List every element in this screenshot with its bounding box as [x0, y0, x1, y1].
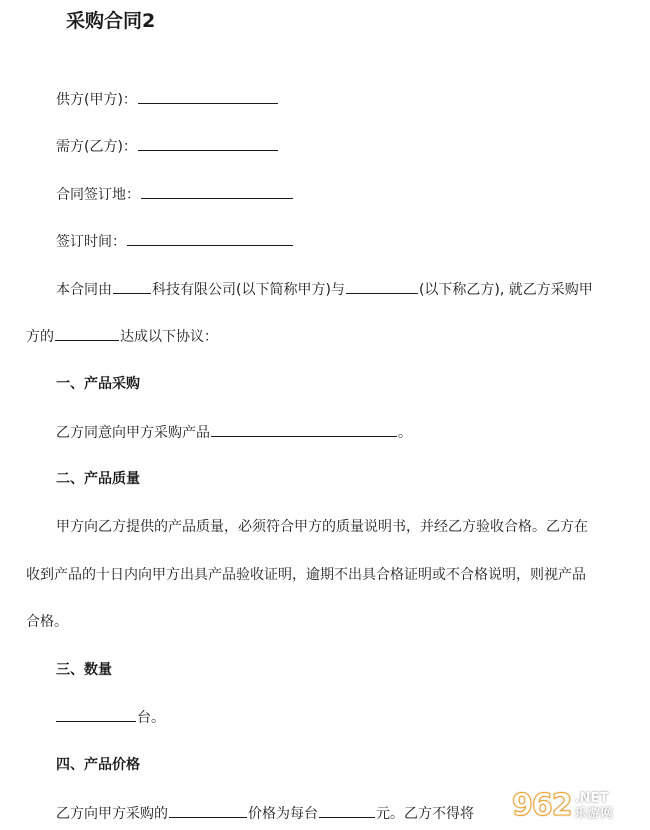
place-label: 合同签订地： [56, 187, 140, 203]
s1-blank [211, 422, 397, 437]
s4-text-c: 元。乙方不得将 [376, 806, 474, 822]
section-3-heading: 三、数量 [56, 662, 112, 678]
section-2-line-2: 收到产品的十日内向甲方出具产品验收证明，逾期不出具合格证明或不合格说明，则视产品 [26, 567, 586, 583]
time-blank [127, 231, 293, 246]
watermark-logo-text: 962 [512, 788, 572, 823]
s4-blank-2 [319, 803, 375, 818]
time-field [56, 231, 294, 252]
intro-part-4: 方的 [26, 329, 54, 345]
s4-text-b: 价格为每台 [248, 806, 318, 822]
watermark-cn: 乐游网 [574, 806, 614, 820]
place-field [56, 184, 294, 205]
section-2-heading: 二、产品质量 [56, 471, 140, 487]
s1-text-a: 乙方同意向甲方采购产品 [56, 425, 210, 441]
intro-part-3: (以下称乙方), 就乙方采购甲 [418, 282, 593, 298]
watermark-net: .NET [574, 791, 609, 806]
buyer-field [56, 136, 279, 157]
section-2-line-3: 合格。 [26, 614, 68, 630]
section-1-text [56, 422, 412, 443]
seller-label: 供方(甲方)： [56, 92, 137, 108]
section-2-line-1: 甲方向乙方提供的产品质量，必须符合甲方的质量说明书，并经乙方验收合格。乙方在 [56, 519, 588, 535]
document-title: 采购合同2 [66, 10, 156, 32]
intro-blank-1 [113, 279, 151, 294]
seller-blank [138, 89, 278, 104]
intro-blank-2 [346, 279, 418, 294]
seller-field [56, 89, 279, 110]
section-3-text [56, 707, 165, 728]
intro-part-5: 达成以下协议： [120, 329, 218, 345]
section-4-heading: 四、产品价格 [56, 757, 140, 773]
section-4-text [56, 803, 474, 824]
watermark-right [575, 792, 614, 820]
place-blank [141, 184, 293, 199]
time-label: 签订时间： [56, 234, 126, 250]
intro-line-2 [26, 326, 218, 347]
intro-part-2: 科技有限公司(以下简称甲方)与 [152, 282, 345, 298]
s4-text-a: 乙方向甲方采购的 [56, 806, 168, 822]
s3-text: 台。 [137, 710, 165, 726]
section-1-heading: 一、产品采购 [56, 376, 140, 392]
intro-part-1: 本合同由 [56, 282, 112, 298]
s1-text-b: 。 [398, 425, 412, 441]
buyer-blank [138, 136, 278, 151]
s4-blank-1 [169, 803, 247, 818]
site-watermark [512, 786, 644, 826]
s3-blank [56, 707, 136, 722]
buyer-label: 需方(乙方)： [56, 139, 137, 155]
intro-blank-3 [55, 326, 119, 341]
intro-line-1 [56, 279, 593, 300]
